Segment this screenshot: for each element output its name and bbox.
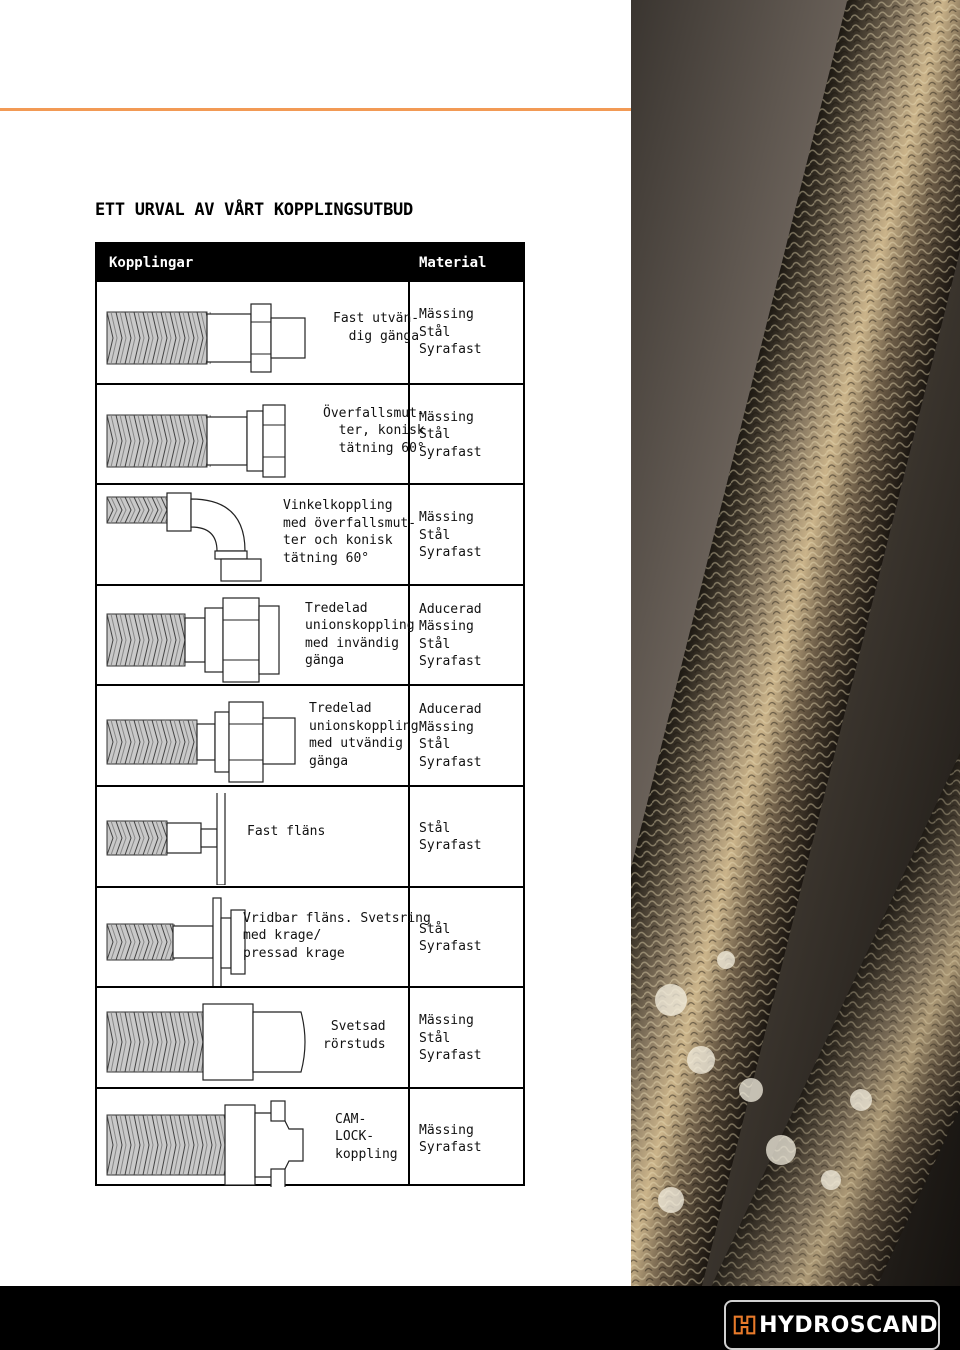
table-row [97,1087,523,1188]
header-couplings: Kopplingar [109,255,194,271]
material-item: Mässing [419,307,474,322]
page-title: ETT URVAL AV VÅRT KOPPLINGSUTBUD [95,200,413,220]
material-item: Syrafast [419,545,482,561]
material-item: Stål [419,737,451,753]
material-item: Syrafast [419,754,482,770]
material-list [419,601,482,671]
table-row [97,483,523,584]
coupling-description: CAM- LOCK- koppling [335,1111,398,1162]
material-list [419,921,482,956]
material-item: Stål [419,820,451,836]
material-item: Syrafast [419,1140,482,1156]
material-item: Stål [419,1030,451,1046]
coupling-description: Vridbar fläns. Svetsring med krage/ pressad krage [243,910,431,961]
material-item: Stål [419,427,451,443]
material-item: Mässing [419,409,474,425]
logo-text: HYDROSCAND [759,1312,938,1338]
table-row [97,886,523,987]
material-list [419,509,482,562]
material-list [419,306,482,359]
braided-hose-photo [631,0,960,1286]
material-item: Aducerad [419,702,482,718]
material-item: Mässing [419,510,474,526]
table-header [97,244,523,282]
table-row [97,282,523,383]
material-item: Syrafast [419,939,482,955]
orange-accent-rule [0,108,631,111]
coupling-description: Fast fläns [247,823,326,839]
material-item: Stål [419,527,451,543]
coupling-description: Vinkelkoppling med överfallsmut- ter och konisk tätning 60° [283,498,417,566]
material-item: Syrafast [419,1048,482,1064]
material-item: Syrafast [419,838,482,854]
coupling-description: Överfallsmut- ter, konisk tätning 60° [323,405,425,456]
material-item: Mässing [419,1013,474,1029]
coupling-table [95,242,525,1186]
table-row [97,785,523,886]
material-item: Stål [419,921,451,937]
coupling-description: Fast utvän- dig gänga [333,311,420,344]
table-row [97,684,523,785]
hydroscand-h-icon [732,1307,757,1343]
material-list [419,820,482,855]
material-list [419,701,482,771]
material-item: Syrafast [419,444,482,460]
material-list [419,409,482,462]
material-item: Mässing [419,619,474,635]
material-item: Syrafast [419,342,482,357]
material-item: Stål [419,636,451,652]
coupling-description: Tredelad unionskoppling med utvändig gänga [309,701,419,769]
header-material: Material [419,255,487,271]
material-item: Syrafast [419,654,482,670]
table-row [97,584,523,685]
table-row [97,986,523,1087]
material-item: Mässing [419,719,474,735]
material-list [419,1012,482,1065]
coupling-description: Tredelad unionskoppling med invändig gänga [305,600,415,669]
coupling-description: Svetsad rörstuds [323,1019,386,1052]
material-item: Stål [419,324,451,340]
table-row [97,383,523,484]
hydroscand-logo [724,1300,940,1350]
material-item: Mässing [419,1122,474,1138]
material-item: Aducerad [419,601,482,617]
material-list [419,1122,482,1157]
